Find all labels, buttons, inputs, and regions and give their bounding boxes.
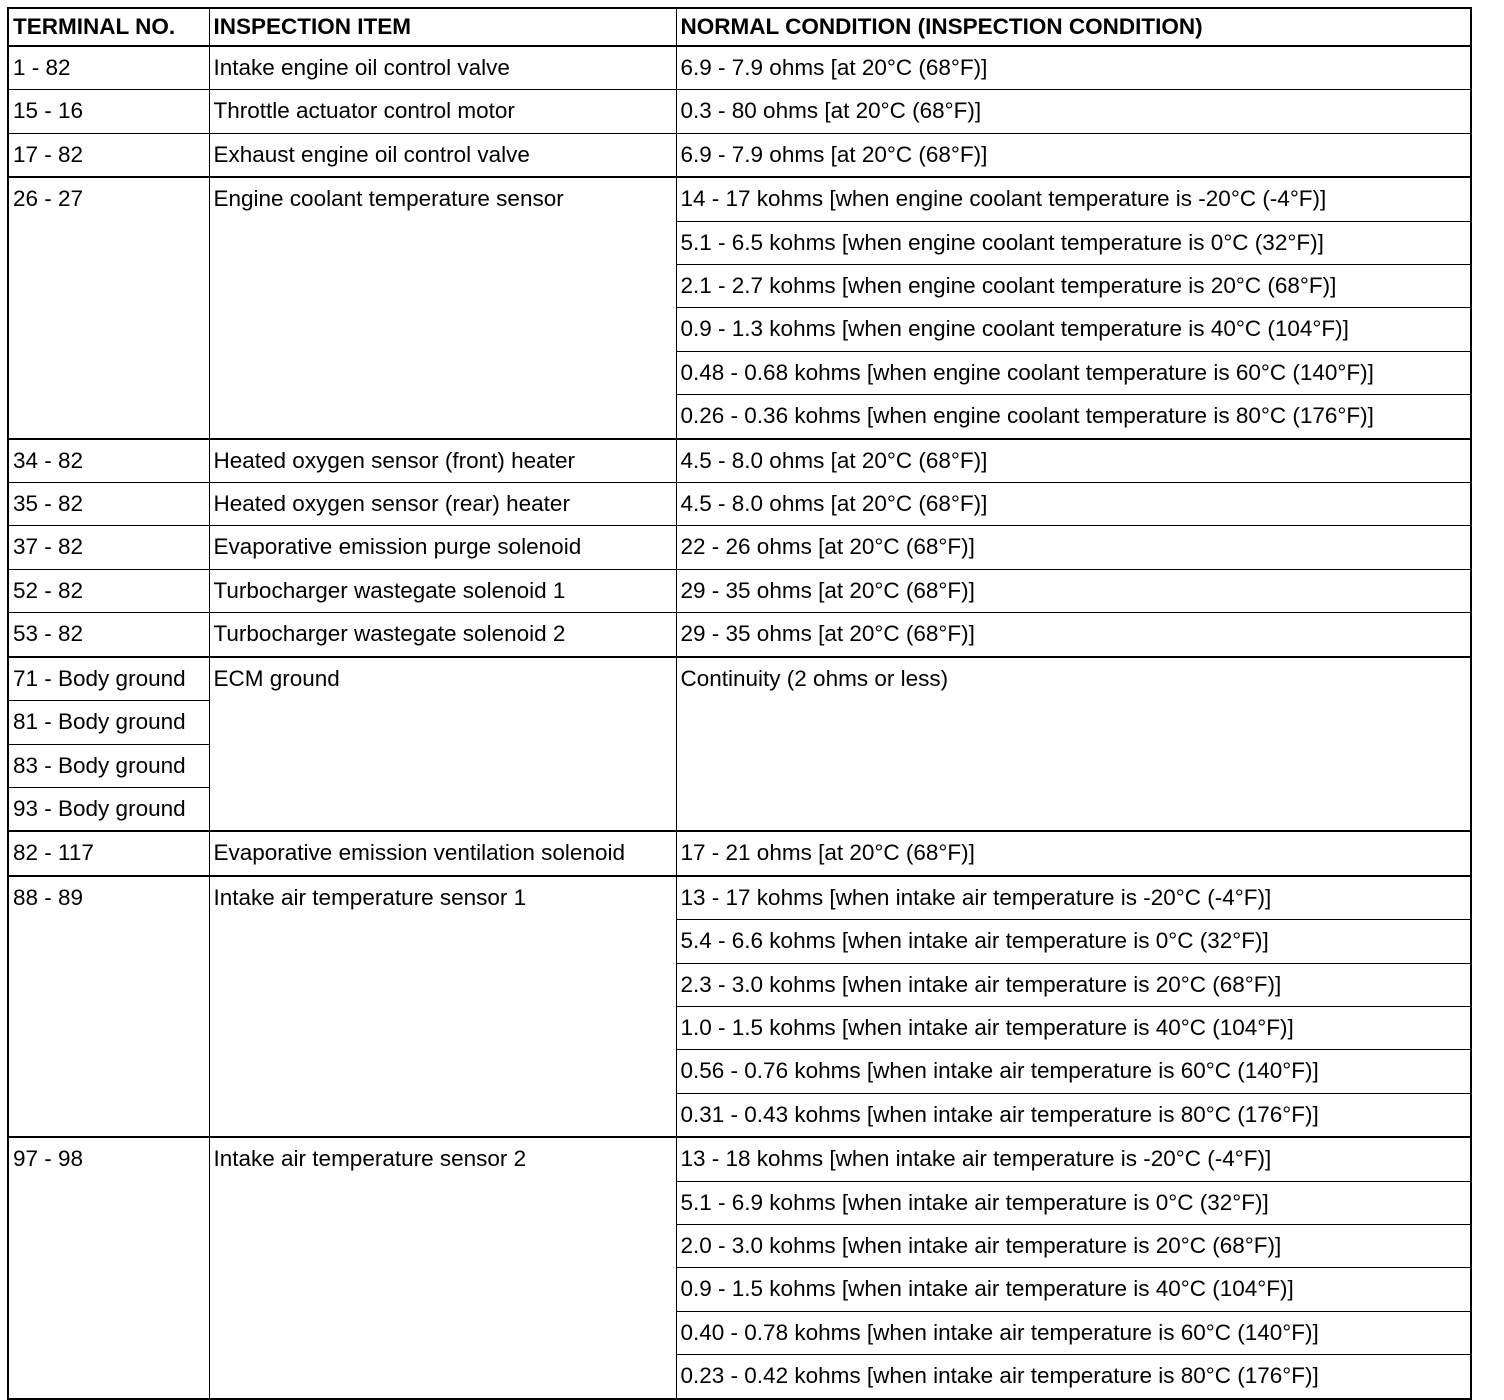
condition-cell: 29 - 35 ohms [at 20°C (68°F)] xyxy=(676,569,1471,612)
table-row xyxy=(8,177,1471,221)
condition-cell: 0.26 - 0.36 kohms [when engine coolant temperature is 80°C (176°F)] xyxy=(676,395,1471,439)
header-inspection-item: INSPECTION ITEM xyxy=(209,8,676,46)
table-row xyxy=(8,1137,1471,1181)
condition-cell: 2.0 - 3.0 kohms [when intake air temperature is 20°C (68°F)] xyxy=(676,1224,1471,1267)
inspection-table xyxy=(7,7,1472,1400)
terminal-cell: 93 - Body ground xyxy=(8,787,209,831)
inspection-item-cell: Intake air temperature sensor 2 xyxy=(209,1137,676,1398)
terminal-cell: 88 - 89 xyxy=(8,876,209,1137)
condition-cell: 0.3 - 80 ohms [at 20°C (68°F)] xyxy=(676,90,1471,133)
condition-cell: 0.9 - 1.3 kohms [when engine coolant temperature is 40°C (104°F)] xyxy=(676,308,1471,351)
table-row xyxy=(8,483,1471,526)
inspection-item-cell: Exhaust engine oil control valve xyxy=(209,133,676,177)
inspection-item-cell: Turbocharger wastegate solenoid 2 xyxy=(209,613,676,657)
inspection-item-cell: Engine coolant temperature sensor xyxy=(209,177,676,438)
table-row xyxy=(8,90,1471,133)
condition-cell: 13 - 17 kohms [when intake air temperature is -20°C (-4°F)] xyxy=(676,876,1471,920)
inspection-item-cell: Heated oxygen sensor (front) heater xyxy=(209,439,676,483)
terminal-cell: 52 - 82 xyxy=(8,569,209,612)
terminal-cell: 81 - Body ground xyxy=(8,701,209,744)
header-terminal-no: TERMINAL NO. xyxy=(8,8,209,46)
table-row xyxy=(8,613,1471,657)
condition-cell: 1.0 - 1.5 kohms [when intake air temperature is 40°C (104°F)] xyxy=(676,1006,1471,1049)
terminal-cell: 97 - 98 xyxy=(8,1137,209,1398)
header-normal-condition: NORMAL CONDITION (INSPECTION CONDITION) xyxy=(676,8,1471,46)
condition-cell: 29 - 35 ohms [at 20°C (68°F)] xyxy=(676,613,1471,657)
inspection-item-cell: ECM ground xyxy=(209,657,676,832)
condition-cell: 4.5 - 8.0 ohms [at 20°C (68°F)] xyxy=(676,439,1471,483)
terminal-cell: 83 - Body ground xyxy=(8,744,209,787)
inspection-item-cell: Evaporative emission ventilation solenoid xyxy=(209,831,676,875)
condition-cell: 0.40 - 0.78 kohms [when intake air temperature is 60°C (140°F)] xyxy=(676,1311,1471,1354)
condition-cell: Continuity (2 ohms or less) xyxy=(676,657,1471,832)
table-row xyxy=(8,526,1471,569)
header-row xyxy=(8,8,1471,46)
table-row xyxy=(8,46,1471,90)
condition-cell: 2.3 - 3.0 kohms [when intake air temperature is 20°C (68°F)] xyxy=(676,963,1471,1006)
condition-cell: 4.5 - 8.0 ohms [at 20°C (68°F)] xyxy=(676,483,1471,526)
condition-cell: 0.9 - 1.5 kohms [when intake air temperature is 40°C (104°F)] xyxy=(676,1268,1471,1311)
condition-cell: 0.48 - 0.68 kohms [when engine coolant temperature is 60°C (140°F)] xyxy=(676,351,1471,394)
condition-cell: 0.23 - 0.42 kohms [when intake air temperature is 80°C (176°F)] xyxy=(676,1355,1471,1399)
condition-cell: 13 - 18 kohms [when intake air temperature is -20°C (-4°F)] xyxy=(676,1137,1471,1181)
table-row xyxy=(8,831,1471,875)
terminal-cell: 26 - 27 xyxy=(8,177,209,438)
condition-cell: 5.1 - 6.9 kohms [when intake air temperature is 0°C (32°F)] xyxy=(676,1181,1471,1224)
inspection-item-cell: Evaporative emission purge solenoid xyxy=(209,526,676,569)
condition-cell: 22 - 26 ohms [at 20°C (68°F)] xyxy=(676,526,1471,569)
terminal-cell: 82 - 117 xyxy=(8,831,209,875)
condition-cell: 2.1 - 2.7 kohms [when engine coolant temperature is 20°C (68°F)] xyxy=(676,265,1471,308)
terminal-cell: 15 - 16 xyxy=(8,90,209,133)
condition-cell: 6.9 - 7.9 ohms [at 20°C (68°F)] xyxy=(676,46,1471,90)
inspection-item-cell: Intake engine oil control valve xyxy=(209,46,676,90)
table-row xyxy=(8,569,1471,612)
inspection-item-cell: Throttle actuator control motor xyxy=(209,90,676,133)
condition-cell: 17 - 21 ohms [at 20°C (68°F)] xyxy=(676,831,1471,875)
terminal-cell: 53 - 82 xyxy=(8,613,209,657)
condition-cell: 14 - 17 kohms [when engine coolant temperature is -20°C (-4°F)] xyxy=(676,177,1471,221)
condition-cell: 0.56 - 0.76 kohms [when intake air temperature is 60°C (140°F)] xyxy=(676,1050,1471,1093)
condition-cell: 5.1 - 6.5 kohms [when engine coolant temperature is 0°C (32°F)] xyxy=(676,221,1471,264)
terminal-cell: 17 - 82 xyxy=(8,133,209,177)
inspection-item-cell: Heated oxygen sensor (rear) heater xyxy=(209,483,676,526)
terminal-cell: 1 - 82 xyxy=(8,46,209,90)
condition-cell: 5.4 - 6.6 kohms [when intake air temperature is 0°C (32°F)] xyxy=(676,920,1471,963)
inspection-item-cell: Intake air temperature sensor 1 xyxy=(209,876,676,1137)
terminal-cell: 37 - 82 xyxy=(8,526,209,569)
table-row xyxy=(8,439,1471,483)
table-row xyxy=(8,133,1471,177)
inspection-item-cell: Turbocharger wastegate solenoid 1 xyxy=(209,569,676,612)
condition-cell: 6.9 - 7.9 ohms [at 20°C (68°F)] xyxy=(676,133,1471,177)
terminal-cell: 71 - Body ground xyxy=(8,657,209,701)
terminal-cell: 34 - 82 xyxy=(8,439,209,483)
table-row xyxy=(8,876,1471,920)
condition-cell: 0.31 - 0.43 kohms [when intake air temperature is 80°C (176°F)] xyxy=(676,1093,1471,1137)
table-row xyxy=(8,657,1471,701)
terminal-cell: 35 - 82 xyxy=(8,483,209,526)
